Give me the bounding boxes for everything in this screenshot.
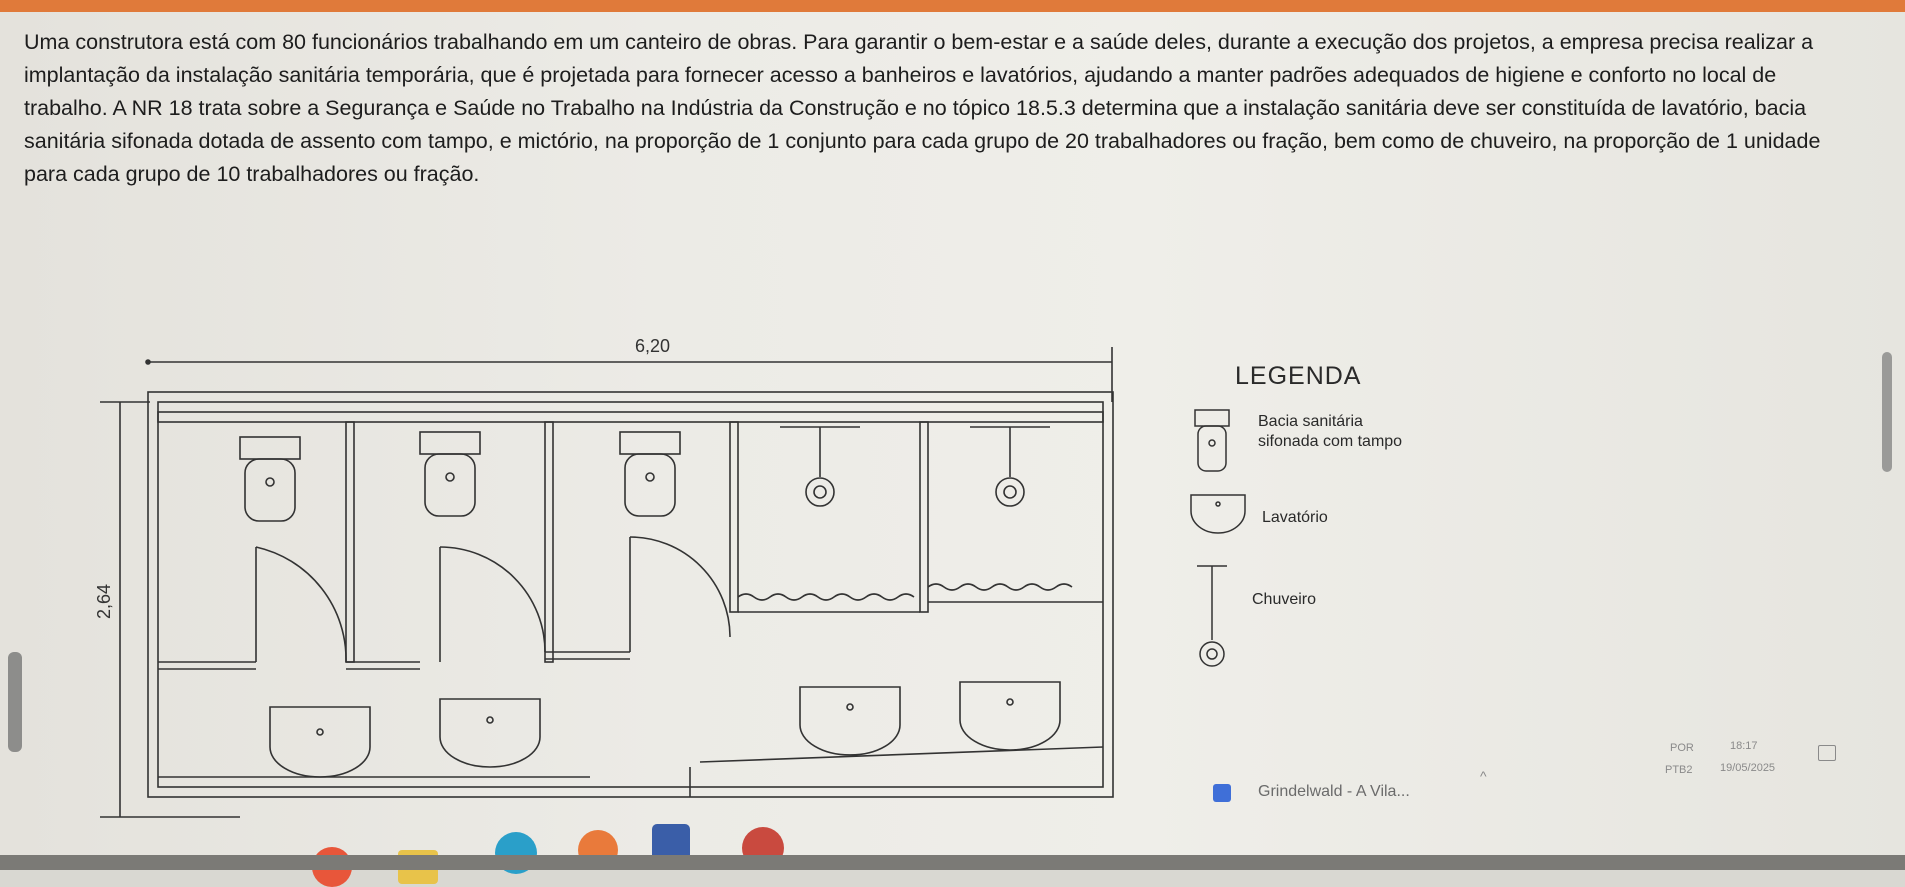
legend-sink-label: Lavatório [1262,509,1328,526]
legend-title: LEGENDA [1235,362,1362,390]
question-text: Uma construtora está com 80 funcionários trabalhando em um canteiro de obras. Para garantir o bem-estar e a saúde deles, durante a execução dos projetos, a empresa precisa realizar a implantação da instalação sanitária temporária, que é projetada para fornecer acesso a banheiros e lavatórios, ajudando a manter padrões adequados de higiene e conforto no local de trabalho. A NR 18 trata sobre a Segurança e Saúde no Trabalho na Indústria da Construção e no tópico 18.5.3 determina que a instalação sanitária deve ser constituída de lavatório, bacia sanitária sifonada dotada de assento com tampo, e mictório, na proporção de 1 conjunto para cada grupo de 20 trabalhadores ou fração, bem como de chuveiro, na proporção de 1 unidade para cada grupo de 10 trabalhadores ou fração. [24,30,1821,186]
legend-shower-label: Chuveiro [1252,591,1317,608]
sink-legend-icon [1188,492,1248,536]
width-dimension-label: 6,20 [635,336,671,356]
legend-toilet-label: Bacia sanitária sifonada com tampo [1258,413,1403,450]
screen [0,12,1905,870]
shower-legend-icon [1193,562,1233,672]
clock-time[interactable]: 18:17 [1730,740,1758,752]
keyboard-layout[interactable]: PTB2 [1665,764,1693,776]
notification-icon[interactable] [1818,745,1836,761]
floor-plan [90,307,1250,847]
media-play-icon[interactable] [1213,784,1231,802]
toilet-legend-icon [1192,407,1232,477]
language-indicator[interactable]: POR [1670,742,1694,754]
scrollbar[interactable] [1882,352,1892,472]
monitor-bezel [0,855,1905,870]
left-scroll-handle[interactable] [8,652,22,752]
chevron-up-icon[interactable]: ^ [1480,768,1487,784]
clock-date[interactable]: 19/05/2025 [1720,762,1776,774]
height-dimension-label: 2,64 [94,583,114,619]
media-title[interactable]: Grindelwald - A Vila... [1258,783,1410,800]
window-top-bar [0,0,1905,12]
